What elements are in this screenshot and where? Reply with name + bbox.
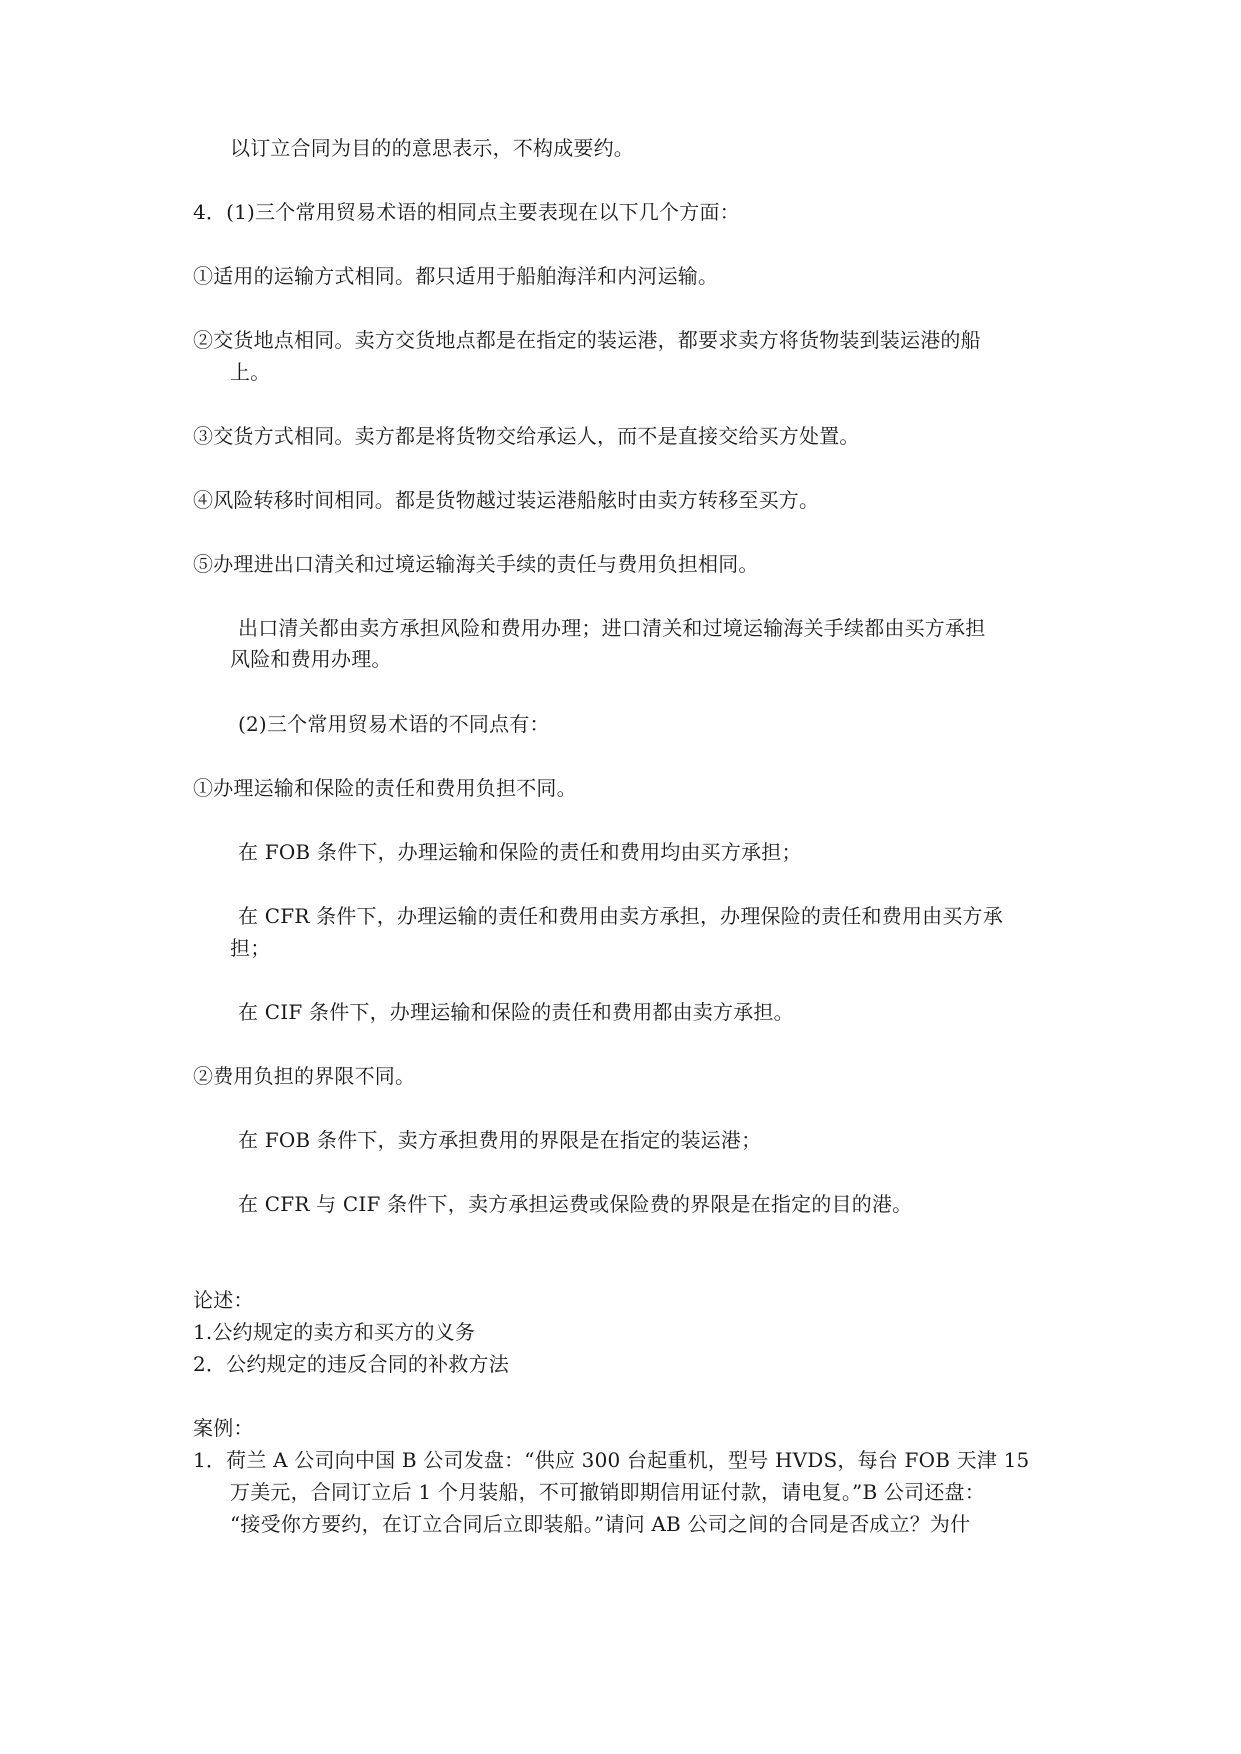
- text-line: 在 CFR 与 CIF 条件下，卖方承担运费或保险费的界限是在指定的目的港。: [238, 1192, 913, 1216]
- text-line: 在 CIF 条件下，办理运输和保险的责任和费用都由卖方承担。: [238, 1000, 794, 1024]
- text-line: ②费用负担的界限不同。: [193, 1064, 416, 1088]
- section-heading: 案例：: [193, 1416, 254, 1440]
- text-line: 上。: [230, 360, 271, 384]
- text-line: 1.公约规定的卖方和买方的义务: [193, 1320, 476, 1344]
- text-line: 风险和费用办理。: [230, 647, 392, 671]
- text-line: (2)三个常用贸易术语的不同点有：: [238, 712, 550, 736]
- text-line: 万美元，合同订立后 1 个月装船，不可撤销即期信用证付款，请电复。”B 公司还盘：: [230, 1480, 985, 1504]
- text-line: ①适用的运输方式相同。都只适用于船舶海洋和内河运输。: [193, 264, 719, 288]
- text-line: “接受你方要约，在订立合同后立即装船。”请问 AB 公司之间的合同是否成立？为什: [230, 1512, 971, 1536]
- text-line: 担；: [230, 936, 271, 960]
- text-line: 在 FOB 条件下，卖方承担费用的界限是在指定的装运港；: [238, 1128, 762, 1152]
- text-line: 以订立合同为目的的意思表示，不构成要约。: [230, 136, 634, 160]
- text-line: 在 FOB 条件下，办理运输和保险的责任和费用均由买方承担；: [238, 840, 802, 864]
- text-line: 1．荷兰 A 公司向中国 B 公司发盘：“供应 300 台起重机，型号 HVDS，每台 FOB 天津 15: [193, 1448, 1030, 1472]
- text-line: ①办理运输和保险的责任和费用负担不同。: [193, 776, 577, 800]
- text-line: 在 CFR 条件下，办理运输的责任和费用由卖方承担，办理保险的责任和费用由买方承: [238, 904, 1003, 928]
- text-line: ③交货方式相同。卖方都是将货物交给承运人，而不是直接交给买方处置。: [193, 424, 860, 448]
- text-line: ⑤办理进出口清关和过境运输海关手续的责任与费用负担相同。: [193, 552, 759, 576]
- text-line: ④风险转移时间相同。都是货物越过装运港船舷时由卖方转移至买方。: [193, 488, 820, 512]
- text-line: 2．公约规定的违反合同的补救方法: [193, 1352, 509, 1376]
- text-line: 出口清关都由卖方承担风险和费用办理；进口清关和过境运输海关手续都由买方承担: [238, 616, 986, 640]
- section-heading: 论述：: [193, 1288, 254, 1312]
- text-line: ②交货地点相同。卖方交货地点都是在指定的装运港，都要求卖方将货物装到装运港的船: [193, 328, 981, 352]
- text-line: 4．(1)三个常用贸易术语的相同点主要表现在以下几个方面：: [193, 200, 740, 224]
